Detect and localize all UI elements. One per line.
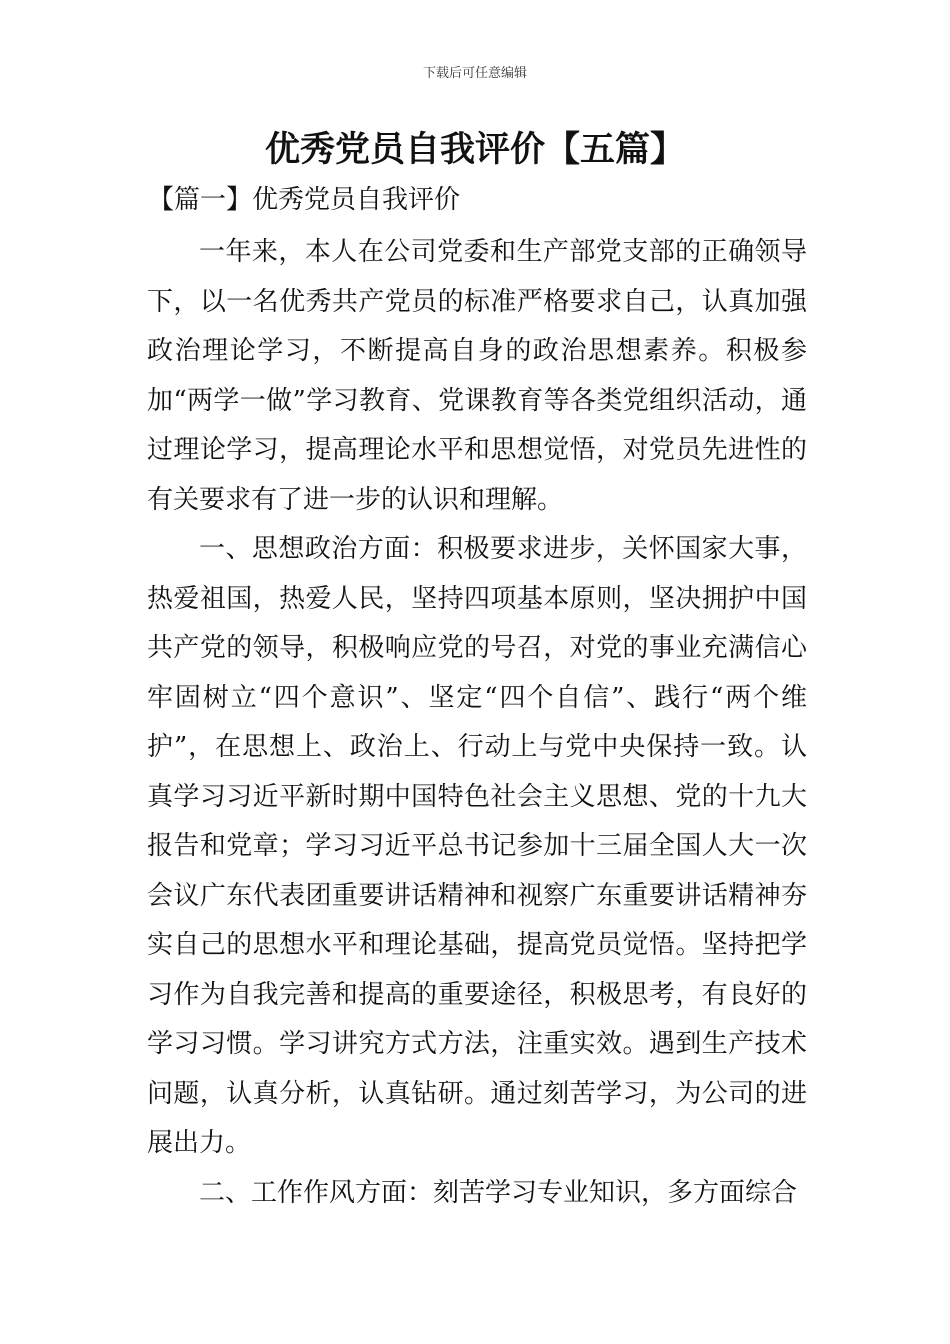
section-heading: 【篇一】优秀党员自我评价 — [148, 185, 461, 215]
header-note: 下载后可任意编辑 — [422, 66, 527, 81]
paragraph-ideology-politics: 一、思想政治方面：积极要求进步，关怀国家大事，热爱祖国，热爱人民，坚持四项基本原则，坚决拥护中国共产党的领导，积极响应党的号召，对党的事业充满信心牢固树立“四个意识”、坚定“四个自信”、践行“两个维护”，在思想上、政治上、行动上与党中央保持一致。认真学习习近平新时期中国特色社会主义思想、党的十九大报告和党章；学习习近平总书记参加十三届全国人大一次会议广东代表团重要讲话精神和视察广东重要讲话精神夯实自己的思想水平和理论基础，提高党员觉悟。坚持把学习作为自我完善和提高的重要途径，积极思考，有良好的学习习惯。学习讲究方式方法，注重实效。遇到生产技术问题，认真分析，认真钻研。通过刻苦学习，为公司的进展出力。 — [147, 534, 807, 1158]
document-title: 优秀党员自我评价【五篇】 — [264, 129, 685, 170]
document-body — [147, 228, 807, 1218]
paragraph-work-style: 二、工作作风方面：刻苦学习专业知识，多方面综合 — [199, 1177, 798, 1208]
paragraph-intro: 一年来，本人在公司党委和生产部党支部的正确领导下，以一名优秀共产党员的标准严格要求自己，认真加强政治理论学习，不断提高自身的政治思想素养。积极参加“两学一做”学习教育、党课教育等各类党组织活动，通过理论学习，提高理论水平和思想觉悟，对党员先进性的有关要求有了进一步的认识和理解。 — [147, 237, 807, 515]
